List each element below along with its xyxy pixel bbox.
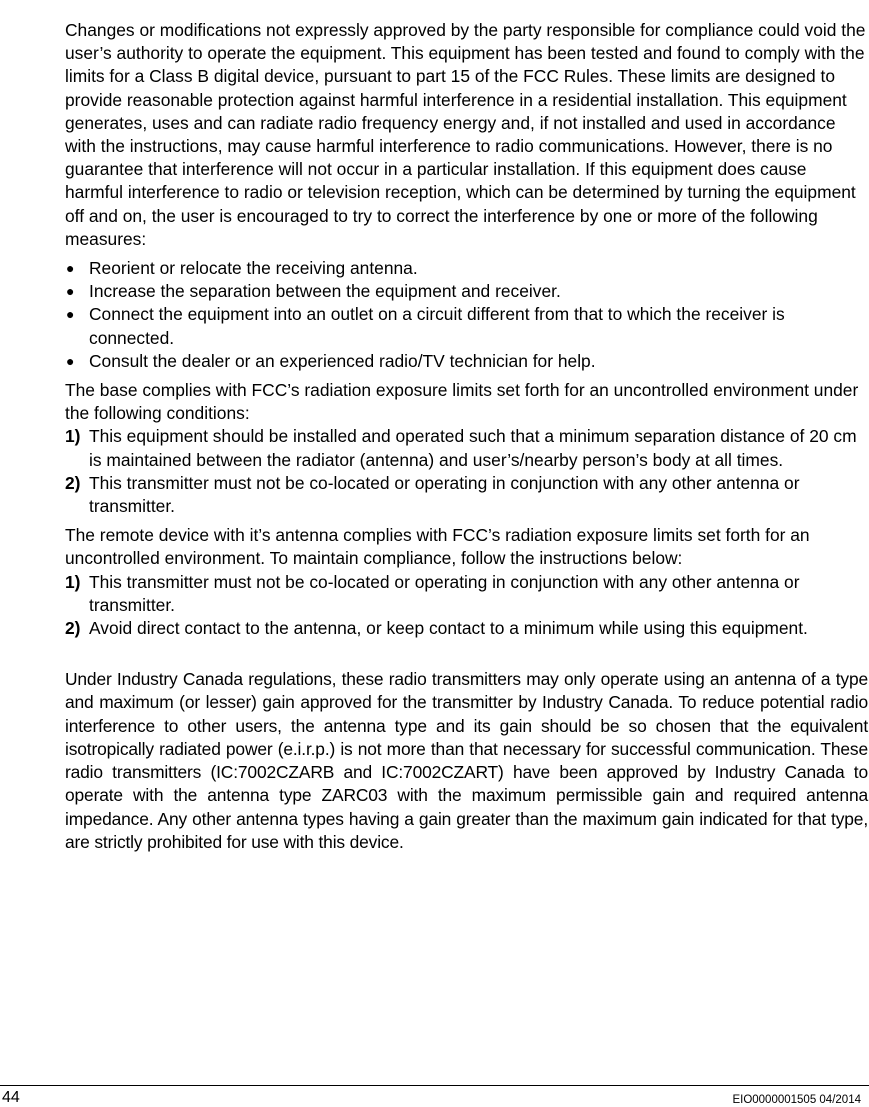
list-item <box>65 571 868 617</box>
base-exposure-intro: The base complies with FCC’s radiation exposure limits set forth for an uncontrolled environment under the following conditions: <box>65 380 859 424</box>
list-item <box>65 350 868 373</box>
list-item-text: Reorient or relocate the receiving antenna. <box>89 258 418 279</box>
page-number: 44 <box>2 1089 20 1106</box>
remote-instructions-list <box>65 571 868 641</box>
page-content <box>65 19 868 854</box>
list-item <box>65 257 868 280</box>
list-item <box>65 472 868 518</box>
list-item-number: 2) <box>65 472 81 493</box>
spacer <box>65 640 868 668</box>
remote-exposure-intro: The remote device with it’s antenna complies with FCC’s radiation exposure limits set forth for an uncontrolled environment. To maintain compliance, follow the instructions below: <box>65 525 810 569</box>
bullet-icon: ● <box>66 260 75 277</box>
base-conditions-list <box>65 425 868 518</box>
interference-measures-list <box>65 257 868 373</box>
bullet-icon: ● <box>66 306 75 323</box>
list-item <box>65 425 868 471</box>
list-item-number: 1) <box>65 426 81 447</box>
list-item-number: 1) <box>65 571 81 592</box>
list-item <box>65 617 868 640</box>
list-item-text: Avoid direct contact to the antenna, or keep contact to a minimum while using this equipment. <box>89 618 808 639</box>
list-item <box>65 280 868 303</box>
list-item-text: Connect the equipment into an outlet on a circuit different from that to which the receiver is connected. <box>89 304 785 348</box>
document-code: EIO0000001505 04/2014 <box>732 1094 861 1106</box>
footer-divider <box>0 1085 869 1086</box>
industry-canada-paragraph: Under Industry Canada regulations, these radio transmitters may only operate using an antenna of a type and maximum (or lesser) gain approved for the transmitter by Industry Canada. To reduce potential radio interference to other users, the antenna type and its gain should be so chosen that the equivalent isotropically radiated power (e.i.r.p.) is not more than that necessary for successful communication. These radio transmitters (IC:7002CZARB and IC:7002CZART) have been approved by Industry Canada to operate with the antenna type ZARC03 with the maximum permissible gain and required antenna impedance. Any other antenna types having a gain greater than the maximum gain indicated for that type, are strictly prohibited for use with this device. <box>65 669 868 852</box>
bullet-icon: ● <box>66 352 75 369</box>
list-item-text: This transmitter must not be co-located or operating in conjunction with any other antenna or transmitter. <box>89 571 800 615</box>
list-item <box>65 303 868 349</box>
bullet-icon: ● <box>66 283 75 300</box>
fcc-intro-paragraph: Changes or modifications not expressly approved by the party responsible for compliance could void the user’s authority to operate the equipment. This equipment has been tested and found to comply with the limits for a Class B digital device, pursuant to part 15 of the FCC Rules. These limits are designed to provide reasonable protection against harmful interference in a residential installation. This equipment generates, uses and can radiate radio frequency energy and, if not installed and used in accordance with the instructions, may cause harmful interference to radio communications. However, there is no guarantee that interference will not occur in a particular installation. If this equipment does cause harmful interference to radio or television reception, which can be determined by turning the equipment off and on, the user is encouraged to try to correct the interference by one or more of the following measures: <box>65 20 866 249</box>
list-item-text: This equipment should be installed and operated such that a minimum separation distance of 20 cm is maintained between the radiator (antenna) and user’s/nearby person’s body at all times. <box>89 426 857 470</box>
list-item-text: Increase the separation between the equipment and receiver. <box>89 281 561 302</box>
list-item-number: 2) <box>65 618 81 639</box>
list-item-text: This transmitter must not be co-located or operating in conjunction with any other antenna or transmitter. <box>89 472 800 517</box>
list-item-text: Consult the dealer or an experienced radio/TV technician for help. <box>89 350 596 371</box>
